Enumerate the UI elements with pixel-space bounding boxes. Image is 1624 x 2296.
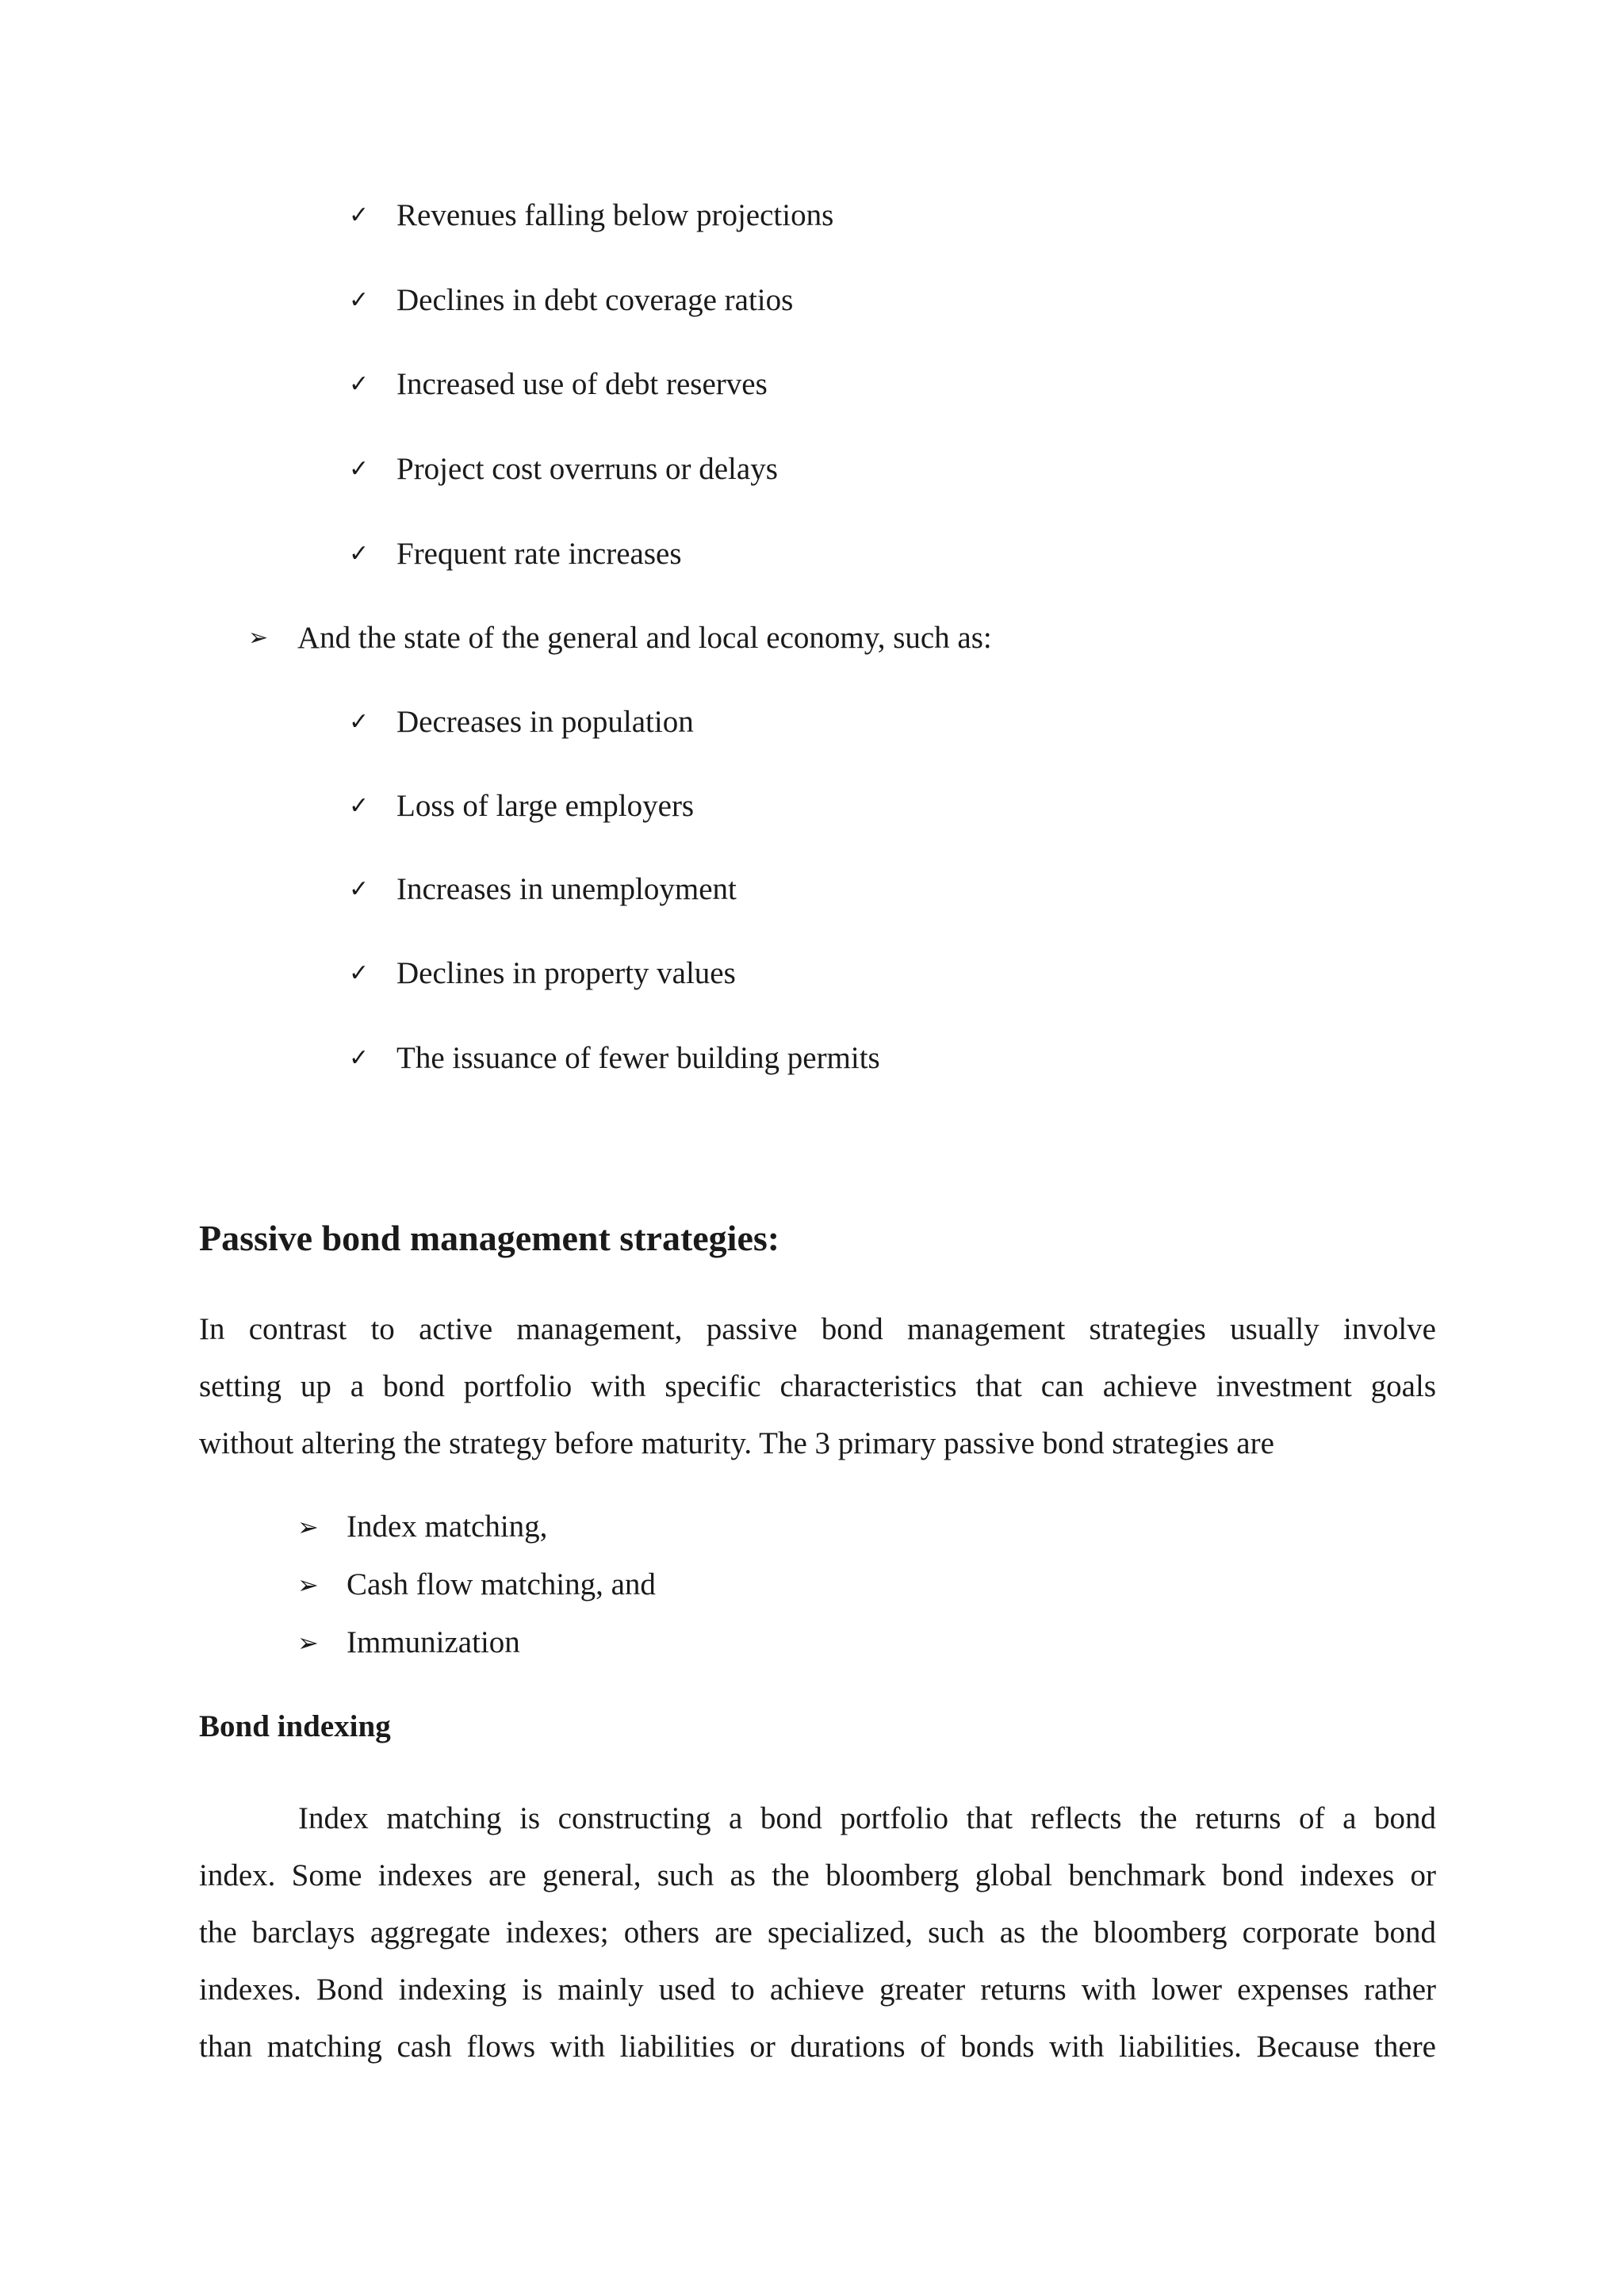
list-item [297, 1624, 520, 1662]
check-icon: ✓ [349, 959, 370, 987]
paragraph-line: indexes. Bond indexing is mainly used to achieve greater returns with lower expenses rather [199, 1973, 1436, 2007]
list-item-text: Declines in property values [396, 956, 736, 990]
list-item-text: Frequent rate increases [396, 537, 682, 571]
paragraph-line: index. Some indexes are general, such as the bloomberg global benchmark bond indexes or [199, 1858, 1436, 1892]
list-item-text: Increases in unemployment [396, 872, 737, 906]
check-icon: ✓ [349, 540, 370, 568]
section-heading: Passive bond management strategies: [199, 1218, 780, 1258]
list-item [349, 1039, 880, 1077]
check-icon: ✓ [349, 1044, 370, 1072]
intro-paragraph [199, 1301, 1436, 1472]
list-item [349, 703, 694, 741]
arrow-bullet-icon: ➢ [297, 1512, 319, 1542]
check-icon: ✓ [349, 455, 370, 483]
check-icon: ✓ [349, 370, 370, 398]
subsection-heading: Bond indexing [199, 1709, 391, 1743]
paragraph-line: than matching cash flows with liabilities or durations of bonds with liabilities. Because there [199, 2030, 1436, 2064]
list-item-text: Declines in debt coverage ratios [396, 283, 794, 317]
arrow-bullet-icon: ➢ [297, 1570, 319, 1600]
list-item-text: And the state of the general and local economy, such as: [297, 621, 992, 655]
list-item [349, 281, 794, 320]
list-item-text: Loss of large employers [396, 789, 695, 823]
paragraph-line: without altering the strategy before maturity. The 3 primary passive bond strategies are [199, 1426, 1274, 1460]
paragraph-line: Index matching is constructing a bond portfolio that reflects the returns of a bond [298, 1801, 1436, 1835]
list-item [349, 955, 736, 993]
list-item [349, 535, 682, 573]
list-item-text: Increased use of debt reserves [396, 367, 768, 401]
arrow-bullet-icon: ➢ [248, 624, 269, 652]
list-item-text: Decreases in population [396, 705, 694, 739]
paragraph-line: In contrast to active management, passive bond management strategies usually involve [199, 1312, 1436, 1346]
list-item-text: Index matching, [347, 1510, 548, 1544]
paragraph-line: the barclays aggregate indexes; others are specialized, such as the bloomberg corporate bond [199, 1915, 1436, 1950]
list-item-text: Revenues falling below projections [396, 198, 834, 232]
check-icon: ✓ [349, 875, 370, 903]
list-item-text: Immunization [347, 1625, 520, 1659]
list-item [297, 1566, 656, 1604]
list-item [349, 787, 695, 825]
check-icon: ✓ [349, 201, 370, 229]
list-item [349, 365, 768, 404]
list-item [297, 1508, 548, 1546]
paragraph-line: setting up a bond portfolio with specific characteristics that can achieve investment goals [199, 1369, 1436, 1403]
check-icon: ✓ [349, 792, 370, 820]
arrow-bullet-icon: ➢ [297, 1628, 319, 1658]
indexing-paragraph [199, 1790, 1436, 2076]
list-item-text: Cash flow matching, and [347, 1567, 656, 1601]
list-item [349, 450, 778, 488]
list-item-text: Project cost overruns or delays [396, 452, 778, 486]
check-icon: ✓ [349, 708, 370, 736]
list-item [248, 619, 992, 657]
list-item-text: The issuance of fewer building permits [396, 1041, 880, 1075]
check-icon: ✓ [349, 286, 370, 314]
list-item [349, 197, 834, 235]
list-item [349, 871, 737, 909]
